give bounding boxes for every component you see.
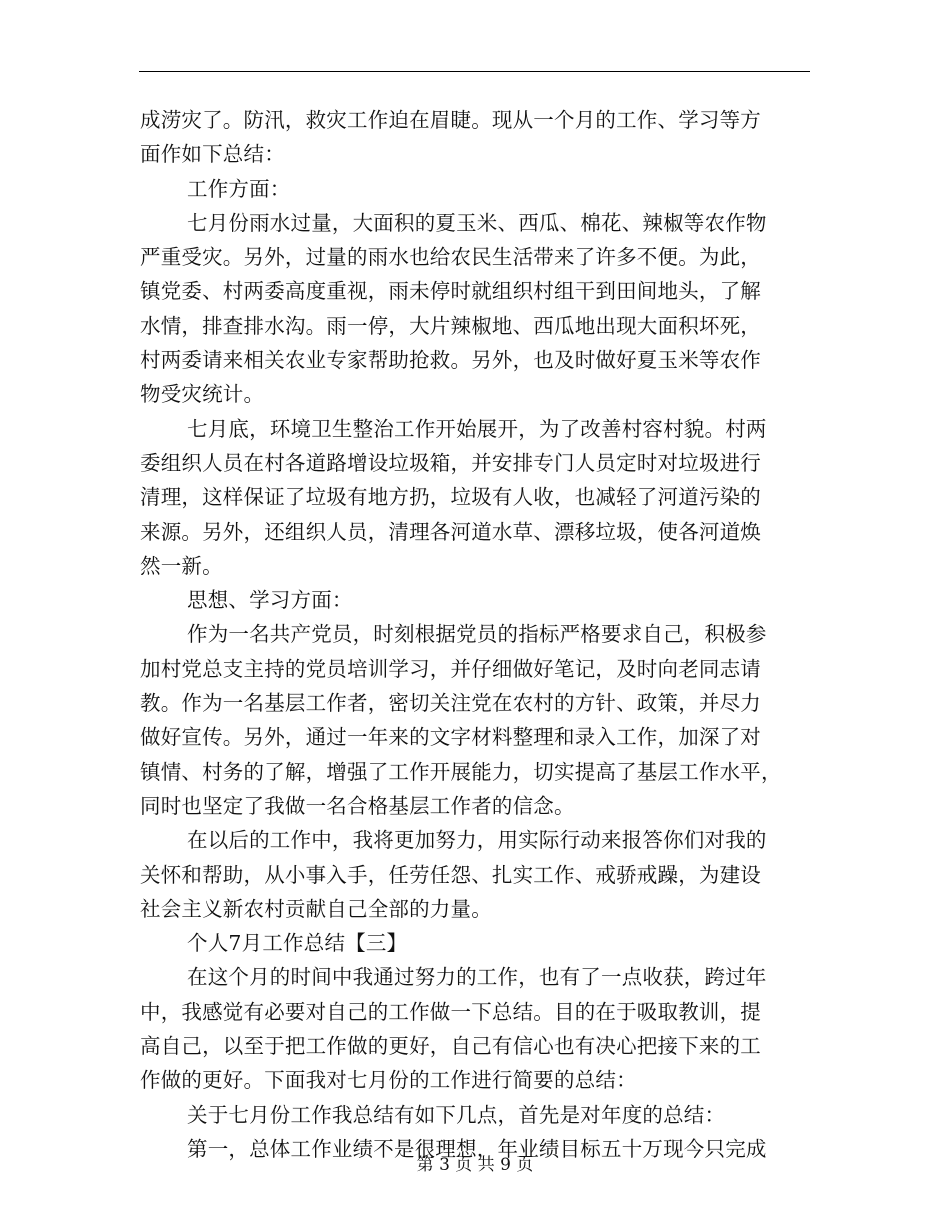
- header-rule: [139, 71, 810, 72]
- text-line: 中，我感觉有必要对自己的工作做一下总结。目的在于吸取教训，提: [140, 999, 761, 1024]
- text-line: 作为一名共产党员，时刻根据党员的指标严格要求自己，积极参: [187, 622, 767, 647]
- text-line: 社会主义新农村贡献自己全部的力量。: [140, 896, 492, 921]
- text-line: 村两委请来相关农业专家帮助抢救。另外，也及时做好夏玉米等农作: [140, 348, 761, 373]
- text-line: 面作如下总结：: [140, 142, 285, 167]
- text-line: 成涝灾了。防汛，救灾工作迫在眉睫。现从一个月的工作、学习等方: [140, 108, 761, 132]
- text-line: 做好宣传。另外，通过一年来的文字材料整理和录入工作，加深了对: [140, 725, 761, 750]
- text-line: 水情，排查排水沟。雨一停，大片辣椒地、西瓜地出现大面积坏死，: [140, 313, 761, 338]
- text-line: 关怀和帮助，从小事入手，任劳任怨、扎实工作、戒骄戒躁，为建设: [140, 862, 761, 887]
- text-line: 在以后的工作中，我将更加努力，用实际行动来报答你们对我的: [187, 828, 767, 853]
- text-line: 物受灾统计。: [140, 382, 265, 407]
- text-line: 高自己，以至于把工作做的更好，自己有信心也有决心把接下来的工: [140, 1034, 761, 1059]
- text-line: 工作方面：: [187, 176, 291, 201]
- text-line: 严重受灾。另外，过量的雨水也给农民生活带来了许多不便。为此，: [140, 245, 761, 270]
- text-line: 在这个月的时间中我通过努力的工作，也有了一点收获，跨过年: [187, 965, 767, 990]
- text-line: 教。作为一名基层工作者，密切关注党在农村的方针、政策，并尽力: [140, 691, 761, 716]
- text-line: 同时也坚定了我做一名合格基层工作者的信念。: [140, 793, 575, 818]
- text-line: 关于七月份工作我总结有如下几点，首先是对年度的总结：: [187, 1102, 726, 1127]
- text-line: 加村党总支主持的党员培训学习，并仔细做好笔记，及时向老同志请: [140, 656, 761, 681]
- text-line: 委组织人员在村各道路增设垃圾箱，并安排专门人员定时对垃圾进行: [140, 450, 761, 475]
- text-line: 清理，这样保证了垃圾有地方扔，垃圾有人收，也减轻了河道污染的: [140, 485, 761, 510]
- text-line: 思想、学习方面：: [187, 588, 353, 613]
- text-line: 作做的更好。下面我对七月份的工作进行简要的总结：: [140, 1068, 637, 1093]
- text-line: 然一新。: [140, 553, 223, 578]
- page-footer: 第 3 页 共 9 页: [416, 1155, 534, 1175]
- text-line: 七月份雨水过量，大面积的夏玉米、西瓜、棉花、辣椒等农作物: [187, 210, 767, 235]
- text-line: 七月底，环境卫生整治工作开始展开，为了改善村容村貌。村两: [187, 416, 767, 441]
- text-line: 个人7月工作总结【三】: [187, 931, 408, 956]
- document-body: [140, 103, 812, 1166]
- text-line: 第一，总体工作业绩不是很理想，年业绩目标五十万现今只完成: [187, 1136, 767, 1161]
- text-line: 来源。另外，还组织人员，清理各河道水草、漂移垃圾，使各河道焕: [140, 519, 761, 544]
- text-line: 镇党委、村两委高度重视，雨未停时就组织村组干到田间地头，了解: [140, 279, 761, 304]
- text-line: 镇情、村务的了解，增强了工作开展能力，切实提高了基层工作水平，: [140, 759, 782, 784]
